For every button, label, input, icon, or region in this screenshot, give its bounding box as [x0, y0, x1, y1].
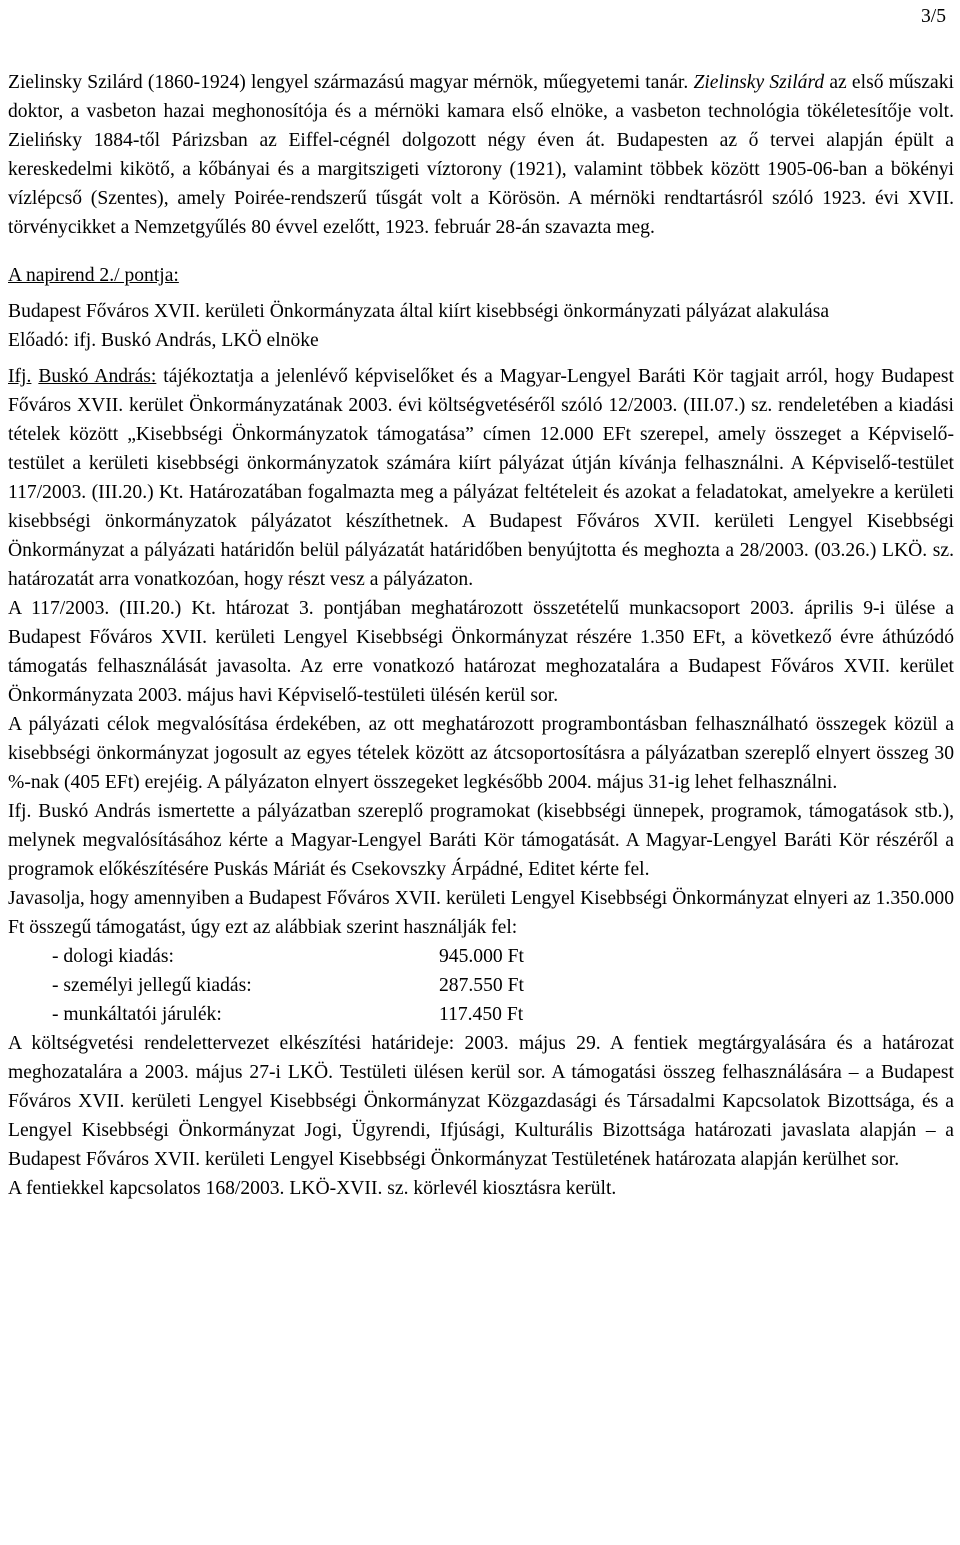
working-group-paragraph: A 117/2003. (III.20.) Kt. htározat 3. pontjában meghatározott összetételű munkacsoport 2003. április 9-i ülése a Budapest Főváros XVII. kerületi Lengyel Kisebbségi Önkormányzat részére 1.350 EFt, a következő évre áthúzódó támogatás felhasználását javasolta. Az erre vonatkozó határozat meghozatalára a Budapest Főváros XVII. kerület Önkormányzata 2003. május havi Képviselő-testületi ülésén kerül sor.: [8, 598, 954, 706]
budget-list: [8, 942, 954, 1029]
budget-item-amount: 117.450 Ft: [439, 1004, 524, 1025]
agenda-heading: A napirend 2./ pontja:: [8, 265, 179, 286]
budget-item-label: - dologi kiadás:: [52, 946, 174, 967]
deadline-paragraph: A költségvetési rendelettervezet elkészítési határideje: 2003. május 29. A fentiek megtárgyalására és a határozat meghozatalára a 2003. május 27-i LKÖ. Testületi ülésen kerül sor. A támogatási összeg felhasználására – a Budapest Főváros XVII. kerületi Lengyel Kisebbségi Önkormányzat Közgazdasági és Társadalmi Kapcsolatok Bizottsága, és a Lengyel Kisebbségi Önkormányzat Jogi, Ügyrendi, Ifjúsági, Kulturális Bizottsága határozati javaslata alapján – a Budapest Főváros XVII. kerületi Lengyel Kisebbségi Önkormányzat Testületének határozata alapján kerülhet sor.: [8, 1033, 954, 1170]
programs-paragraph: Ifj. Buskó András ismertette a pályázatban szereplő programokat (kisebbségi ünnepek, programok, támogatások stb.), melynek megvalósításához kérte a Magyar-Lengyel Baráti Kör támogatását. A Magyar-Lengyel Baráti Kör részéről a programok előkészítésére Puskás Máriát és Csekovszky Árpádné, Editet kérte fel.: [8, 801, 954, 880]
budget-item: [8, 1000, 954, 1029]
bio-intro: Zielinsky Szilárd (1860-1924) lengyel származású magyar mérnök, műegyetemi tanár.: [8, 72, 689, 93]
budget-item-amount: 945.000 Ft: [439, 946, 524, 967]
document-body: [8, 68, 954, 1203]
report-text: tájékoztatja a jelenlévő képviselőket és a Magyar-Lengyel Baráti Kör tagjait arról, hogy Budapest Főváros XVII. kerület Önkormányzatának 2003. évi költségvetéséről szóló 12/2003. (III.07.) sz. rendeletében a kiadási tételek között „Kisebbségi Önkormányzatok támogatása” címen 12.000 EFt szerepel, amely összeget a Képviselő-testület a kerületi kisebbségi önkormányzatok számára kiírt pályázat útján kívánja felhasználni. A Képviselő-testület 117/2003. (III.20.) Kt. Határozatában fogalmazta meg a pályázat feltételeit és azokat a feladatokat, amelyekre a kerületi kisebbségi önkormányzatok pályázatot készíthetnek. A Budapest Főváros XVII. kerületi Lengyel Kisebbségi Önkormányzat a pályázati határidőn belül pályázatát határidőben benyújtotta és meghozta a 28/2003. (03.26.) LKÖ. sz. határozatát arra vonatkozóan, hogy részt vesz a pályázaton.: [8, 366, 955, 590]
agenda-topic: Budapest Főváros XVII. kerületi Önkormányzata által kiírt kisebbségi önkormányzati pályázat alakulása: [8, 301, 830, 322]
budget-item-label: - személyi jellegű kiadás:: [52, 975, 252, 996]
budget-item-amount: 287.550 Ft: [439, 975, 524, 996]
report-paragraph: [8, 362, 954, 594]
bio-paragraph: [8, 68, 954, 242]
budget-item: [8, 942, 954, 971]
goals-paragraph: A pályázati célok megvalósítása érdekében, az ott meghatározott programbontásban felhasználható összegek közül a kisebbségi önkormányzat jogosult az egyes tételek között az átcsoportosításra a pályázatban szereplő elnyert összeg 30 %-nak (405 EFt) erejéig. A pályázaton elnyert összegeket legkésőbb 2004. május 31-ig lehet felhasználni.: [8, 714, 954, 793]
bio-text: az első műszaki doktor, a vasbeton hazai meghonosítója és a mérnöki kamara első elnöke, a vasbeton technológia tökéletesítője volt. Zielińsky 1884-től Párizsban az Eiffel-cégnél dolgozott négy éven át. Budapesten az ő tervei alapján épült a kereskedelmi kikötő, a kőbányai és a margitszigeti víztorony (1921), valamint többek között 1905-06-ban a bökényi vízlépcső (Szentes), amely Poirée-rendszerű tűsgát volt a Körösön. A mérnöki rendtartásról szóló 1923. évi XVII. törvénycikket a Nemzetgyűlés 80 évvel ezelőtt, 1923. február 28-án szavazta meg.: [8, 72, 954, 238]
budget-item: [8, 971, 954, 1000]
bio-italic-name: Zielinsky Szilárd: [693, 72, 825, 93]
speaker-name: Buskó András:: [38, 366, 157, 387]
circular-paragraph: A fentiekkel kapcsolatos 168/2003. LKÖ-XVII. sz. körlevél kiosztásra került.: [8, 1178, 617, 1199]
agenda-presenter: Előadó: ifj. Buskó András, LKÖ elnöke: [8, 330, 319, 351]
budget-item-label: - munkáltatói járulék:: [52, 1004, 222, 1025]
page-number: 3/5: [920, 6, 946, 27]
proposal-paragraph: Javasolja, hogy amennyiben a Budapest Főváros XVII. kerületi Lengyel Kisebbségi Önkormányzat elnyeri az 1.350.000 Ft összegű támogatást, úgy ezt az alábbiak szerint használják fel:: [8, 888, 954, 938]
speaker-prefix: Ifj.: [8, 366, 32, 387]
